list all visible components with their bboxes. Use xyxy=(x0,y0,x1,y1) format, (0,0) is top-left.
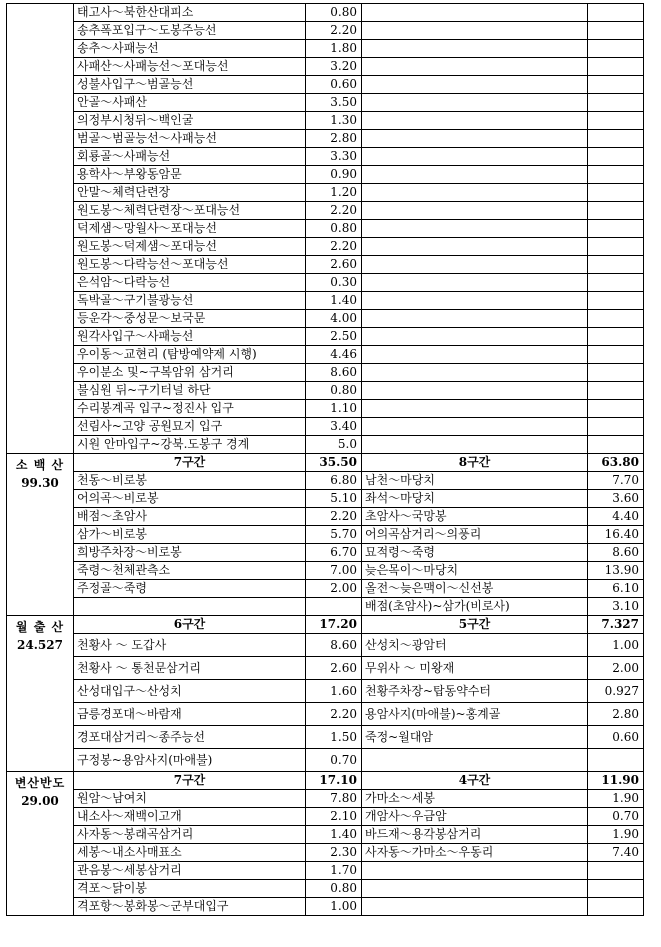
route-name: 안말～체력단련장 xyxy=(74,184,306,202)
route-name xyxy=(362,364,588,382)
route-distance xyxy=(588,328,644,346)
route-distance: 13.90 xyxy=(588,562,644,580)
route-name: 안골～사패산 xyxy=(74,94,306,112)
route-distance xyxy=(588,274,644,292)
route-distance xyxy=(588,166,644,184)
route-distance: 4.40 xyxy=(588,508,644,526)
route-distance: 0.80 xyxy=(306,382,362,400)
route-name: 원도봉～덕제샘～포대능선 xyxy=(74,238,306,256)
table-row xyxy=(7,826,644,844)
route-distance xyxy=(588,148,644,166)
route-name: 개암사～우금암 xyxy=(362,808,588,826)
route-name xyxy=(362,166,588,184)
route-name: 태고사～북한산대피소 xyxy=(74,4,306,22)
route-distance xyxy=(588,749,644,772)
route-distance: 7.40 xyxy=(588,844,644,862)
route-name: 천황사 ～ 통천문삼거리 xyxy=(74,657,306,680)
route-name: 묘적령～죽령 xyxy=(362,544,588,562)
route-distance: 2.00 xyxy=(306,580,362,598)
table-row xyxy=(7,148,644,166)
route-name: 배점(초암사)~삼가(비로사) xyxy=(362,598,588,616)
table-row xyxy=(7,880,644,898)
route-distance: 1.30 xyxy=(306,112,362,130)
route-name: 천동～비로봉 xyxy=(74,472,306,490)
table-row xyxy=(7,418,644,436)
route-distance xyxy=(588,862,644,880)
table-row xyxy=(7,76,644,94)
mountain-cell xyxy=(7,616,74,772)
route-name: 우이분소 및~구복암위 삼거리 xyxy=(74,364,306,382)
section-header-row xyxy=(7,454,644,472)
table-row xyxy=(7,364,644,382)
route-name: 사자동～가마소～우동리 xyxy=(362,844,588,862)
route-name xyxy=(362,112,588,130)
mountain-cell xyxy=(7,772,74,916)
route-name xyxy=(362,328,588,346)
route-name: 용학사～부왕동암문 xyxy=(74,166,306,184)
route-name: 선림사~고양 공원묘지 입구 xyxy=(74,418,306,436)
route-distance: 0.70 xyxy=(306,749,362,772)
route-distance xyxy=(588,364,644,382)
route-name xyxy=(74,598,306,616)
table-row xyxy=(7,544,644,562)
table-row xyxy=(7,274,644,292)
route-name: 원도봉～다락능선～포대능선 xyxy=(74,256,306,274)
route-name: 의정부시청뒤～백인굴 xyxy=(74,112,306,130)
route-name: 경포대삼거리～종주능선 xyxy=(74,726,306,749)
route-name: 등운각～중성문～보국문 xyxy=(74,310,306,328)
section-total-right: 11.90 xyxy=(588,772,644,790)
route-name xyxy=(362,22,588,40)
route-name xyxy=(362,862,588,880)
route-name xyxy=(362,130,588,148)
section-heading-left: 6구간 xyxy=(74,616,306,634)
route-name: 바드재～용각봉삼거리 xyxy=(362,826,588,844)
route-name: 격포항～봉화봉～군부대입구 xyxy=(74,898,306,916)
route-name xyxy=(362,436,588,454)
route-distance: 1.80 xyxy=(306,40,362,58)
table-row xyxy=(7,166,644,184)
route-name: 어의곡삼거리～의풍리 xyxy=(362,526,588,544)
route-name xyxy=(362,274,588,292)
route-distance: 0.80 xyxy=(306,880,362,898)
table-row xyxy=(7,22,644,40)
route-distance: 3.20 xyxy=(306,58,362,76)
table-row xyxy=(7,634,644,657)
section-total-left: 35.50 xyxy=(306,454,362,472)
table-row xyxy=(7,580,644,598)
table-row xyxy=(7,790,644,808)
route-name: 우이동～교현리 (탐방예약제 시행) xyxy=(74,346,306,364)
table-row xyxy=(7,703,644,726)
route-distance: 1.40 xyxy=(306,826,362,844)
table-row xyxy=(7,4,644,22)
route-distance xyxy=(588,220,644,238)
route-distance xyxy=(588,256,644,274)
route-distance xyxy=(588,400,644,418)
table-row xyxy=(7,862,644,880)
table-row xyxy=(7,256,644,274)
route-distance: 1.90 xyxy=(588,826,644,844)
route-distance: 0.60 xyxy=(588,726,644,749)
route-distance: 8.60 xyxy=(588,544,644,562)
route-name: 덕제샘～망월사～포대능선 xyxy=(74,220,306,238)
route-distance: 1.70 xyxy=(306,862,362,880)
route-name xyxy=(362,202,588,220)
route-distance xyxy=(588,382,644,400)
route-distance xyxy=(588,112,644,130)
route-name: 초암사～국망봉 xyxy=(362,508,588,526)
section-header-row xyxy=(7,772,644,790)
route-name: 독박골～구기불광능선 xyxy=(74,292,306,310)
route-name: 어의곡～비로봉 xyxy=(74,490,306,508)
route-name: 원도봉～체력단련장～포대능선 xyxy=(74,202,306,220)
mountain-cell xyxy=(7,4,74,454)
route-name: 수리봉계곡 입구~정진사 입구 xyxy=(74,400,306,418)
section-total-right: 7.327 xyxy=(588,616,644,634)
route-name: 성불사입구～범골능선 xyxy=(74,76,306,94)
table-row xyxy=(7,346,644,364)
route-name: 무위사 ～ 미왕재 xyxy=(362,657,588,680)
route-distance: 2.80 xyxy=(306,130,362,148)
route-distance: 1.10 xyxy=(306,400,362,418)
route-name: 사패산～사패능선～포대능선 xyxy=(74,58,306,76)
table-row xyxy=(7,238,644,256)
route-distance: 0.30 xyxy=(306,274,362,292)
route-distance: 0.60 xyxy=(306,76,362,94)
route-name: 늦은목이～마당치 xyxy=(362,562,588,580)
route-distance: 0.70 xyxy=(588,808,644,826)
table-row xyxy=(7,184,644,202)
route-name: 천황사 ～ 도갑사 xyxy=(74,634,306,657)
route-distance: 1.00 xyxy=(588,634,644,657)
route-distance xyxy=(588,202,644,220)
route-name: 관음봉～세봉삼거리 xyxy=(74,862,306,880)
route-name: 주정골～죽령 xyxy=(74,580,306,598)
route-distance: 8.60 xyxy=(306,634,362,657)
route-distance xyxy=(588,184,644,202)
route-distance: 8.60 xyxy=(306,364,362,382)
route-name: 죽정~월대암 xyxy=(362,726,588,749)
mountain-length: 24.527 xyxy=(17,638,63,652)
route-distance: 16.40 xyxy=(588,526,644,544)
route-distance xyxy=(588,418,644,436)
route-name: 천황주차장~탑동약수터 xyxy=(362,680,588,703)
route-name xyxy=(362,310,588,328)
route-name: 산성치～광암터 xyxy=(362,634,588,657)
route-distance: 2.60 xyxy=(306,657,362,680)
route-name: 올전～늦은맥이～신선봉 xyxy=(362,580,588,598)
route-name: 금릉경포대～바람재 xyxy=(74,703,306,726)
route-distance xyxy=(588,4,644,22)
table-row xyxy=(7,808,644,826)
route-distance: 6.10 xyxy=(588,580,644,598)
route-name: 세봉～내소사매표소 xyxy=(74,844,306,862)
route-name: 원각사입구～사패능선 xyxy=(74,328,306,346)
table-row xyxy=(7,382,644,400)
route-distance: 5.70 xyxy=(306,526,362,544)
route-distance: 2.30 xyxy=(306,844,362,862)
table-row xyxy=(7,490,644,508)
route-name xyxy=(362,76,588,94)
route-distance: 1.90 xyxy=(588,790,644,808)
trail-table-body xyxy=(7,4,644,916)
route-distance: 2.20 xyxy=(306,238,362,256)
route-distance: 0.80 xyxy=(306,220,362,238)
route-distance xyxy=(588,94,644,112)
route-distance: 3.60 xyxy=(588,490,644,508)
route-distance xyxy=(588,22,644,40)
table-row xyxy=(7,292,644,310)
route-name xyxy=(362,184,588,202)
table-row xyxy=(7,749,644,772)
route-distance xyxy=(588,346,644,364)
route-name xyxy=(362,238,588,256)
route-distance: 2.20 xyxy=(306,22,362,40)
route-name: 시원 안마입구~강북.도봉구 경계 xyxy=(74,436,306,454)
table-row xyxy=(7,58,644,76)
route-distance: 1.50 xyxy=(306,726,362,749)
table-row xyxy=(7,328,644,346)
table-row xyxy=(7,898,644,916)
route-name xyxy=(362,749,588,772)
route-distance xyxy=(306,598,362,616)
table-row xyxy=(7,844,644,862)
route-distance: 2.00 xyxy=(588,657,644,680)
mountain-cell xyxy=(7,454,74,616)
route-name: 사자동～봉래곡삼거리 xyxy=(74,826,306,844)
route-distance xyxy=(588,130,644,148)
route-name xyxy=(362,418,588,436)
trail-table xyxy=(6,3,644,916)
route-distance xyxy=(588,238,644,256)
route-distance: 3.50 xyxy=(306,94,362,112)
route-distance xyxy=(588,40,644,58)
section-total-right: 63.80 xyxy=(588,454,644,472)
table-row xyxy=(7,598,644,616)
section-total-left: 17.10 xyxy=(306,772,362,790)
section-heading-right: 4구간 xyxy=(362,772,588,790)
route-distance: 0.927 xyxy=(588,680,644,703)
route-name: 송추폭포입구～도봉주능선 xyxy=(74,22,306,40)
table-row xyxy=(7,112,644,130)
route-name xyxy=(362,94,588,112)
route-distance xyxy=(588,76,644,94)
route-name xyxy=(362,382,588,400)
route-name: 은석암～다락능선 xyxy=(74,274,306,292)
route-distance: 7.70 xyxy=(588,472,644,490)
section-heading-left: 7구간 xyxy=(74,454,306,472)
route-name: 삼가～비로봉 xyxy=(74,526,306,544)
section-header-row xyxy=(7,616,644,634)
table-row xyxy=(7,310,644,328)
mountain-name: 변산반도 xyxy=(14,776,66,790)
route-name xyxy=(362,898,588,916)
route-name: 산성대입구～산성치 xyxy=(74,680,306,703)
route-distance: 4.46 xyxy=(306,346,362,364)
table-row xyxy=(7,220,644,238)
route-name: 구정봉~용암사지(마애불) xyxy=(74,749,306,772)
route-distance: 5.10 xyxy=(306,490,362,508)
route-name xyxy=(362,148,588,166)
section-total-left: 17.20 xyxy=(306,616,362,634)
mountain-length: 99.30 xyxy=(21,476,59,490)
route-name xyxy=(362,400,588,418)
route-distance: 2.20 xyxy=(306,202,362,220)
route-distance: 6.70 xyxy=(306,544,362,562)
route-name xyxy=(362,40,588,58)
table-row xyxy=(7,726,644,749)
route-distance xyxy=(588,436,644,454)
section-heading-right: 8구간 xyxy=(362,454,588,472)
table-row xyxy=(7,657,644,680)
route-distance: 1.00 xyxy=(306,898,362,916)
route-name: 범골～범골능선～사패능선 xyxy=(74,130,306,148)
table-row xyxy=(7,526,644,544)
route-distance: 2.80 xyxy=(588,703,644,726)
route-distance xyxy=(588,292,644,310)
route-distance xyxy=(588,898,644,916)
route-distance: 2.60 xyxy=(306,256,362,274)
table-row xyxy=(7,130,644,148)
route-name: 남천～마당치 xyxy=(362,472,588,490)
route-distance: 2.20 xyxy=(306,508,362,526)
section-heading-right: 5구간 xyxy=(362,616,588,634)
route-distance xyxy=(588,880,644,898)
route-distance: 0.90 xyxy=(306,166,362,184)
mountain-length: 29.00 xyxy=(21,794,59,808)
route-distance: 1.60 xyxy=(306,680,362,703)
table-row xyxy=(7,40,644,58)
route-name xyxy=(362,256,588,274)
route-name xyxy=(362,880,588,898)
route-name: 내소사～재백이고개 xyxy=(74,808,306,826)
route-distance: 6.80 xyxy=(306,472,362,490)
table-row xyxy=(7,202,644,220)
route-name xyxy=(362,4,588,22)
route-name: 죽령～천체관측소 xyxy=(74,562,306,580)
route-name: 희방주차장～비로봉 xyxy=(74,544,306,562)
route-distance: 2.20 xyxy=(306,703,362,726)
table-row xyxy=(7,508,644,526)
route-distance: 5.0 xyxy=(306,436,362,454)
table-row xyxy=(7,680,644,703)
route-name: 배점～초암사 xyxy=(74,508,306,526)
route-distance: 2.50 xyxy=(306,328,362,346)
route-distance: 7.80 xyxy=(306,790,362,808)
route-distance: 3.40 xyxy=(306,418,362,436)
table-row xyxy=(7,400,644,418)
route-distance: 3.10 xyxy=(588,598,644,616)
table-row xyxy=(7,94,644,112)
route-distance: 1.40 xyxy=(306,292,362,310)
route-distance: 0.80 xyxy=(306,4,362,22)
route-distance: 3.30 xyxy=(306,148,362,166)
route-name: 가마소～세봉 xyxy=(362,790,588,808)
route-distance xyxy=(588,58,644,76)
mountain-name: 월 출 산 xyxy=(15,620,65,634)
route-name: 격포～닭이봉 xyxy=(74,880,306,898)
table-row xyxy=(7,562,644,580)
route-name: 회룡골～사패능선 xyxy=(74,148,306,166)
route-name xyxy=(362,292,588,310)
table-row xyxy=(7,436,644,454)
route-distance: 1.20 xyxy=(306,184,362,202)
route-distance xyxy=(588,310,644,328)
route-name xyxy=(362,58,588,76)
route-name: 송추～사패능선 xyxy=(74,40,306,58)
mountain-name: 소 백 산 xyxy=(15,458,65,472)
route-distance: 2.10 xyxy=(306,808,362,826)
route-name: 좌석～마당치 xyxy=(362,490,588,508)
route-distance: 7.00 xyxy=(306,562,362,580)
route-name: 용암사지(마애불)~홍계골 xyxy=(362,703,588,726)
route-name xyxy=(362,346,588,364)
route-name: 불심원 뒤~구기터널 하단 xyxy=(74,382,306,400)
route-name xyxy=(362,220,588,238)
table-row xyxy=(7,472,644,490)
route-name: 원암～남여치 xyxy=(74,790,306,808)
section-heading-left: 7구간 xyxy=(74,772,306,790)
route-distance: 4.00 xyxy=(306,310,362,328)
